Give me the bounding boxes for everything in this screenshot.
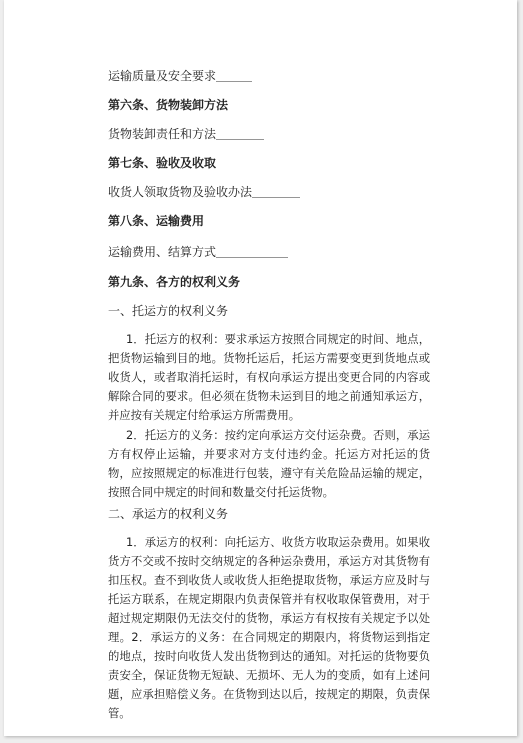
paragraph-text: 1．承运方的权利：向托运方、收货方收取运杂费用。如果收货方不交或不按时交纳规定的各种运杂费用，承运方对其货物有扣压权。查不到收货人或收货人拒绝提取货物，承运方应及时与托运方联系，在规定期限内负责保管并有权收取保管费用，对于超过规定期限仍无法交付的货物，承运方有权按有关规定予以处理。2．承运方的义务：在合同规定的期限内，将货物运到指定的地点，按时向收货人发出货物到达的通知。对托运的货物要负责安全，保证货物无短缺、无损坏、无人为的变质，如有上述问题，应承担赔偿义务。在货物到达以后，按规定的期限，负责保管。: [108, 536, 430, 720]
article-8-heading: 第八条、运输费用: [108, 214, 205, 228]
shipper-duties-paragraph: [108, 426, 430, 502]
document-page: [4, 0, 517, 736]
transport-quality-line: 运输质量及安全要求＿＿＿: [108, 69, 253, 83]
article-9-heading: 第九条、各方的权利义务: [108, 275, 241, 289]
acceptance-method-line: 收货人领取货物及验收办法＿＿＿＿: [108, 185, 301, 199]
article-6-heading: 第六条、货物装卸方法: [108, 98, 229, 112]
carrier-rights-subheading: 二、承运方的权利义务: [108, 507, 229, 521]
paragraph-text: 2．托运方的义务：按约定向承运方交付运杂费。否则，承运方有权停止运输，并要求对方支付违约金。托运方对托运的货物，应按照规定的标准进行包装，遵守有关危险品运输的规定，按照合同中规定的时间和数量交付托运货物。: [108, 429, 430, 499]
article-7-heading: 第七条、验收及收取: [108, 156, 217, 170]
shipper-rights-paragraph: [108, 330, 430, 425]
transport-fee-line: 运输费用、结算方式＿＿＿＿＿＿: [108, 245, 289, 259]
loading-method-line: 货物装卸责任和方法＿＿＿＿: [108, 127, 265, 141]
carrier-rights-paragraph: [108, 533, 430, 723]
paragraph-text: 1．托运方的权利：要求承运方按照合同规定的时间、地点，把货物运输到目的地。货物托运后，托运方需要变更到货地点或收货人，或者取消托运时，有权向承运方提出变更合同的内容或解除合同的要求。但必须在货物未运到目的地之前通知承运方，并应按有关规定付给承运方所需费用。: [108, 333, 430, 422]
shipper-rights-subheading: 一、托运方的权利义务: [108, 304, 229, 318]
